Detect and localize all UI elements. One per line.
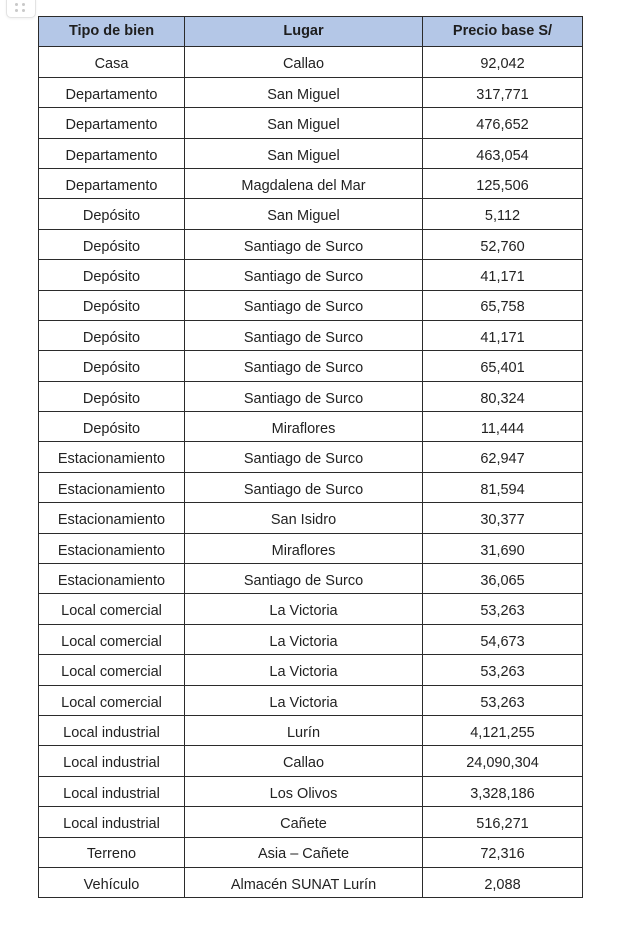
cell-precio: 41,171 bbox=[423, 260, 583, 290]
cell-precio: 30,377 bbox=[423, 503, 583, 533]
cell-tipo: Local industrial bbox=[39, 776, 185, 806]
table-row bbox=[39, 715, 583, 745]
cell-precio: 65,401 bbox=[423, 351, 583, 381]
cell-tipo: Local industrial bbox=[39, 807, 185, 837]
cell-tipo: Estacionamiento bbox=[39, 533, 185, 563]
cell-precio: 463,054 bbox=[423, 138, 583, 168]
table-row bbox=[39, 108, 583, 138]
table-row bbox=[39, 229, 583, 259]
cell-precio: 92,042 bbox=[423, 47, 583, 77]
cell-lugar: San Miguel bbox=[185, 108, 423, 138]
cell-precio: 62,947 bbox=[423, 442, 583, 472]
table-row bbox=[39, 503, 583, 533]
table-row bbox=[39, 47, 583, 77]
cell-lugar: San Miguel bbox=[185, 77, 423, 107]
cell-lugar: Santiago de Surco bbox=[185, 564, 423, 594]
cell-precio: 4,121,255 bbox=[423, 715, 583, 745]
cell-lugar: La Victoria bbox=[185, 685, 423, 715]
cell-lugar: Santiago de Surco bbox=[185, 442, 423, 472]
cell-precio: 31,690 bbox=[423, 533, 583, 563]
cell-precio: 476,652 bbox=[423, 108, 583, 138]
cell-precio: 5,112 bbox=[423, 199, 583, 229]
cell-tipo: Estacionamiento bbox=[39, 503, 185, 533]
cell-lugar: Santiago de Surco bbox=[185, 260, 423, 290]
table-row bbox=[39, 77, 583, 107]
cell-precio: 53,263 bbox=[423, 655, 583, 685]
cell-precio: 72,316 bbox=[423, 837, 583, 867]
table-row bbox=[39, 685, 583, 715]
cell-lugar: Callao bbox=[185, 746, 423, 776]
cell-tipo: Estacionamiento bbox=[39, 472, 185, 502]
cell-lugar: Los Olivos bbox=[185, 776, 423, 806]
table-row bbox=[39, 867, 583, 897]
cell-tipo: Local comercial bbox=[39, 655, 185, 685]
handle-dot bbox=[15, 3, 18, 6]
cell-precio: 53,263 bbox=[423, 685, 583, 715]
cell-precio: 52,760 bbox=[423, 229, 583, 259]
cell-lugar: La Victoria bbox=[185, 624, 423, 654]
cell-lugar: Asia – Cañete bbox=[185, 837, 423, 867]
table-row bbox=[39, 138, 583, 168]
cell-precio: 65,758 bbox=[423, 290, 583, 320]
header-row bbox=[39, 17, 583, 47]
table-row bbox=[39, 351, 583, 381]
cell-tipo: Departamento bbox=[39, 168, 185, 198]
table-row bbox=[39, 594, 583, 624]
cell-lugar: Santiago de Surco bbox=[185, 381, 423, 411]
cell-lugar: Santiago de Surco bbox=[185, 320, 423, 350]
cell-precio: 2,088 bbox=[423, 867, 583, 897]
cell-tipo: Departamento bbox=[39, 108, 185, 138]
cell-lugar: Miraflores bbox=[185, 533, 423, 563]
cell-precio: 317,771 bbox=[423, 77, 583, 107]
cell-lugar: Santiago de Surco bbox=[185, 290, 423, 320]
cell-lugar: San Isidro bbox=[185, 503, 423, 533]
cell-precio: 53,263 bbox=[423, 594, 583, 624]
cell-tipo: Depósito bbox=[39, 381, 185, 411]
table-row bbox=[39, 381, 583, 411]
table-row bbox=[39, 168, 583, 198]
table-row bbox=[39, 776, 583, 806]
cell-lugar: Santiago de Surco bbox=[185, 229, 423, 259]
table-body bbox=[39, 47, 583, 898]
cell-precio: 11,444 bbox=[423, 412, 583, 442]
cell-tipo: Departamento bbox=[39, 77, 185, 107]
cell-tipo: Depósito bbox=[39, 290, 185, 320]
cell-tipo: Local industrial bbox=[39, 746, 185, 776]
cell-tipo: Depósito bbox=[39, 412, 185, 442]
cell-precio: 54,673 bbox=[423, 624, 583, 654]
cell-lugar: Miraflores bbox=[185, 412, 423, 442]
handle-dot bbox=[15, 9, 18, 12]
table-row bbox=[39, 655, 583, 685]
cell-lugar: Lurín bbox=[185, 715, 423, 745]
cell-tipo: Depósito bbox=[39, 260, 185, 290]
cell-tipo: Depósito bbox=[39, 351, 185, 381]
cell-tipo: Estacionamiento bbox=[39, 442, 185, 472]
cell-tipo: Terreno bbox=[39, 837, 185, 867]
cell-precio: 3,328,186 bbox=[423, 776, 583, 806]
table-row bbox=[39, 807, 583, 837]
cell-tipo: Departamento bbox=[39, 138, 185, 168]
cell-lugar: La Victoria bbox=[185, 655, 423, 685]
cell-precio: 81,594 bbox=[423, 472, 583, 502]
table-row bbox=[39, 564, 583, 594]
cell-precio: 41,171 bbox=[423, 320, 583, 350]
cell-precio: 24,090,304 bbox=[423, 746, 583, 776]
table-row bbox=[39, 533, 583, 563]
table-row bbox=[39, 442, 583, 472]
cell-lugar: Almacén SUNAT Lurín bbox=[185, 867, 423, 897]
cell-lugar: Santiago de Surco bbox=[185, 351, 423, 381]
header-precio-base: Precio base S/ bbox=[423, 17, 583, 47]
cell-tipo: Local comercial bbox=[39, 685, 185, 715]
cell-precio: 80,324 bbox=[423, 381, 583, 411]
cell-tipo: Local comercial bbox=[39, 624, 185, 654]
cell-precio: 125,506 bbox=[423, 168, 583, 198]
table-row bbox=[39, 412, 583, 442]
cell-lugar: San Miguel bbox=[185, 199, 423, 229]
table-row bbox=[39, 472, 583, 502]
table-row bbox=[39, 290, 583, 320]
cell-tipo: Depósito bbox=[39, 199, 185, 229]
table-row bbox=[39, 624, 583, 654]
header-lugar: Lugar bbox=[185, 17, 423, 47]
table-row bbox=[39, 746, 583, 776]
cell-precio: 36,065 bbox=[423, 564, 583, 594]
cell-tipo: Estacionamiento bbox=[39, 564, 185, 594]
cell-tipo: Local comercial bbox=[39, 594, 185, 624]
header-tipo-de-bien: Tipo de bien bbox=[39, 17, 185, 47]
cell-tipo: Local industrial bbox=[39, 715, 185, 745]
cell-lugar: La Victoria bbox=[185, 594, 423, 624]
cell-lugar: Cañete bbox=[185, 807, 423, 837]
cell-lugar: Santiago de Surco bbox=[185, 472, 423, 502]
property-price-table bbox=[38, 16, 583, 898]
cell-tipo: Depósito bbox=[39, 320, 185, 350]
cell-lugar: Magdalena del Mar bbox=[185, 168, 423, 198]
cell-lugar: San Miguel bbox=[185, 138, 423, 168]
cell-tipo: Depósito bbox=[39, 229, 185, 259]
cell-tipo: Casa bbox=[39, 47, 185, 77]
cell-precio: 516,271 bbox=[423, 807, 583, 837]
handle-dot bbox=[22, 3, 25, 6]
table-row bbox=[39, 320, 583, 350]
handle-dot bbox=[22, 9, 25, 12]
table-row bbox=[39, 199, 583, 229]
cell-tipo: Vehículo bbox=[39, 867, 185, 897]
table-row bbox=[39, 837, 583, 867]
drag-handle-icon[interactable] bbox=[6, 0, 36, 18]
table-row bbox=[39, 260, 583, 290]
cell-lugar: Callao bbox=[185, 47, 423, 77]
